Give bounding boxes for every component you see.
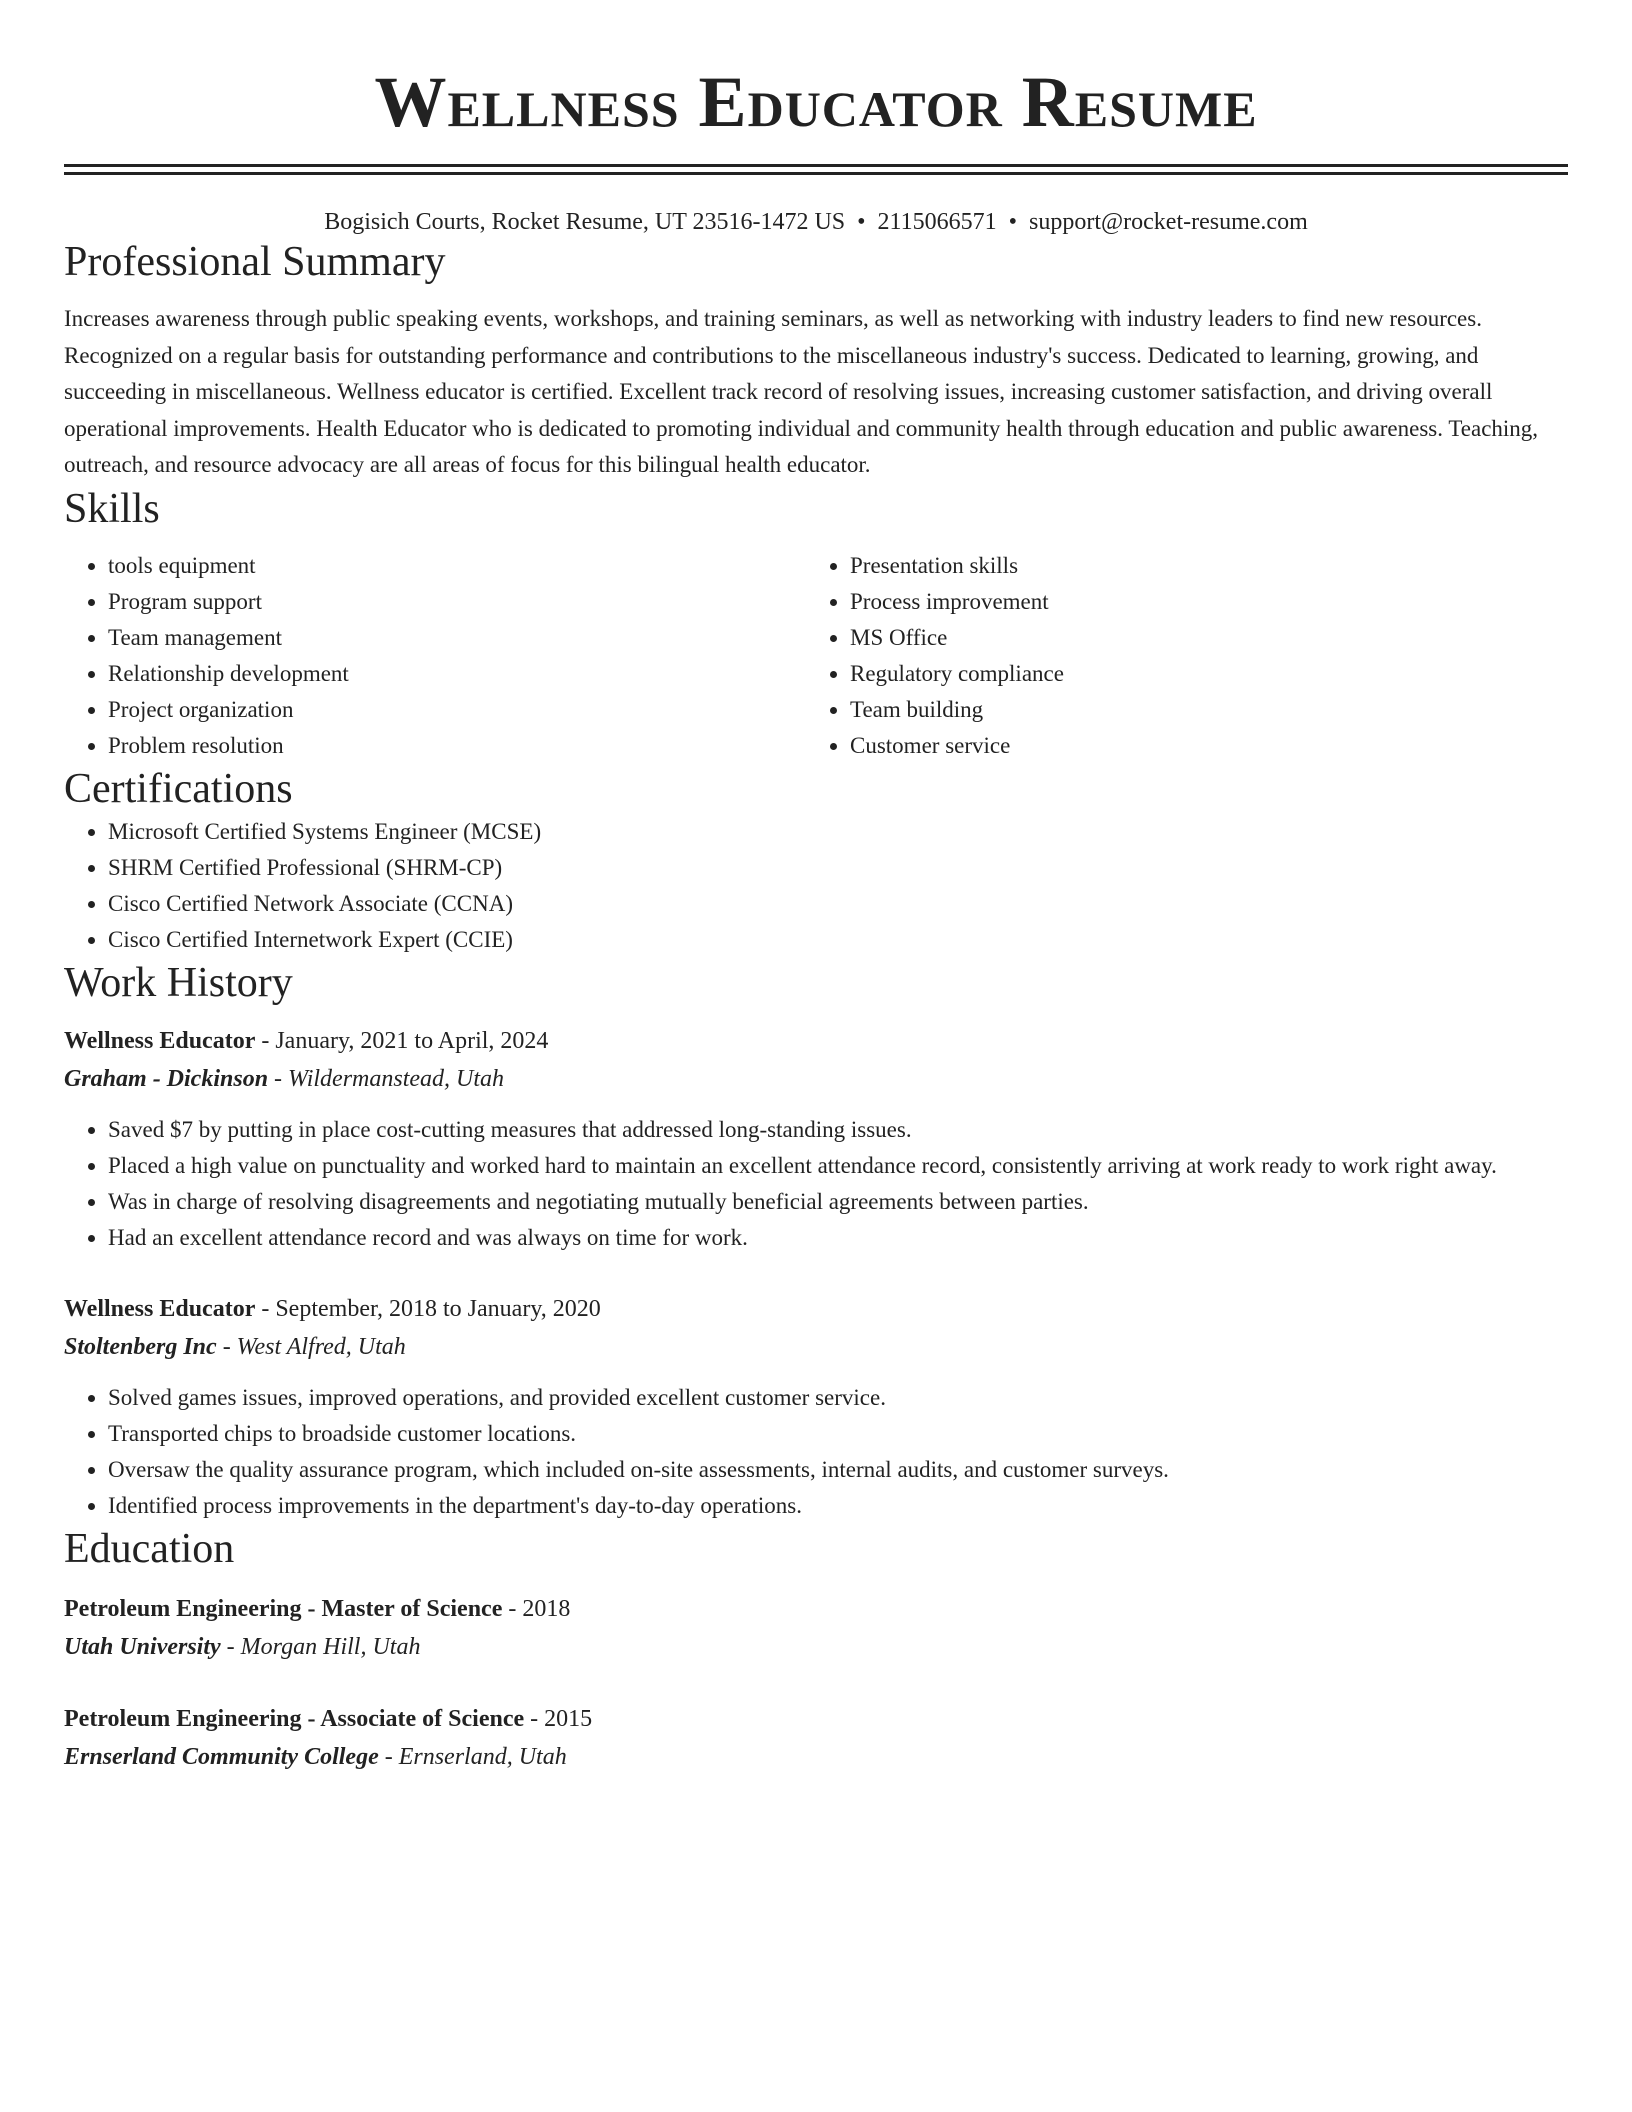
contact-phone: 2115066571: [877, 209, 997, 235]
education-location: - Ernserland, Utah: [378, 1743, 567, 1770]
job-duty-item: • Was in charge of resolving disagreements and negotiating mutually beneficial agreements between parties.: [108, 1184, 1568, 1220]
education-entry: [64, 1590, 1568, 1666]
education-school: Utah University: [64, 1633, 221, 1660]
job-dates: - September, 2018 to January, 2020: [255, 1295, 601, 1322]
summary-text: Increases awareness through public speaking events, workshops, and training seminars, as well as networking with industry leaders to find new resources. Recognized on a regular basis for outstanding performance and contributions to the miscellaneous industry's success. Dedicated to learning, growing, and succeeding in miscellaneous. Wellness educator is certified. Excellent track record of resolving issues, increasing customer satisfaction, and driving overall operational improvements. Health Educator who is dedicated to promoting individual and community health through education and public awareness. Teaching, outreach, and resource advocacy are all areas of focus for this bilingual health educator.: [64, 306, 1539, 477]
resume-content: [64, 0, 1568, 1776]
certifications-heading: Certifications: [64, 765, 293, 812]
education-degree: Petroleum Engineering - Master of Science: [64, 1595, 503, 1622]
job-duty-item: • Identified process improvements in the department's day-to-day operations.: [108, 1488, 1568, 1524]
certification-item: • Cisco Certified Internetwork Expert (CCIE): [108, 922, 1568, 958]
job-role: Wellness Educator: [64, 1295, 256, 1322]
skill-item: • Presentation skills: [850, 548, 1548, 584]
skill-item: • Regulatory compliance: [850, 656, 1548, 692]
education-location: - Morgan Hill, Utah: [220, 1633, 421, 1660]
education-school: Ernserland Community College: [64, 1743, 379, 1770]
skills-list-left: [64, 548, 806, 764]
resume-title: Wellness Educator Resume: [374, 62, 1258, 142]
contact-line: [64, 207, 1568, 237]
education-school-line: [64, 1738, 1568, 1776]
skill-item: • Process improvement: [850, 584, 1548, 620]
job-duty-item: • Placed a high value on punctuality and worked hard to maintain an excellent attendance record, consistently arriving at work ready to work right away.: [108, 1148, 1568, 1184]
job-company: Stoltenberg Inc: [64, 1333, 217, 1360]
skill-item: • MS Office: [850, 620, 1548, 656]
skills-list-right: [806, 548, 1548, 764]
work-history-heading: Work History: [64, 959, 293, 1006]
contact-email: support@rocket-resume.com: [1029, 209, 1308, 235]
certification-item: • SHRM Certified Professional (SHRM-CP): [108, 850, 1568, 886]
skill-item: • Team building: [850, 692, 1548, 728]
job-duty-item: • Oversaw the quality assurance program, which included on-site assessments, internal audits, and customer surveys.: [108, 1452, 1568, 1488]
skills-heading: Skills: [64, 485, 160, 532]
job-duty-item: • Solved games issues, improved operations, and provided excellent customer service.: [108, 1380, 1568, 1416]
job-entry: [64, 1290, 1568, 1524]
title-rule-bottom: [64, 172, 1568, 175]
skill-item: • Problem resolution: [108, 728, 806, 764]
skill-item: • Program support: [108, 584, 806, 620]
skill-item: • Team management: [108, 620, 806, 656]
job-duties-list: [64, 1380, 1568, 1524]
education-year: - 2018: [502, 1595, 571, 1622]
education-degree-line: [64, 1700, 1568, 1738]
job-duty-item: • Transported chips to broadside customer locations.: [108, 1416, 1568, 1452]
skills-column-right: [806, 548, 1548, 764]
job-duties-list: [64, 1112, 1568, 1256]
education-year: - 2015: [524, 1705, 593, 1732]
job-location: - Wildermanstead, Utah: [268, 1065, 505, 1092]
education-degree-line: [64, 1590, 1568, 1628]
job-role: Wellness Educator: [64, 1027, 256, 1054]
skill-item: • Project organization: [108, 692, 806, 728]
job-location: - West Alfred, Utah: [216, 1333, 406, 1360]
skills-column-left: [64, 548, 806, 764]
certification-item: • Cisco Certified Network Associate (CCNA): [108, 886, 1568, 922]
skill-item: • tools equipment: [108, 548, 806, 584]
contact-separator: •: [857, 209, 866, 235]
summary-heading: Professional Summary: [64, 239, 446, 285]
job-duty-item: • Had an excellent attendance record and was always on time for work.: [108, 1220, 1568, 1256]
skill-item: • Relationship development: [108, 656, 806, 692]
skills-grid: [64, 548, 1568, 764]
job-title-line: [64, 1022, 1568, 1060]
skill-item: • Customer service: [850, 728, 1548, 764]
certifications-list: [64, 814, 1568, 958]
job-duty-item: • Saved $7 by putting in place cost-cutting measures that addressed long-standing issues.: [108, 1112, 1568, 1148]
contact-address: Bogisich Courts, Rocket Resume, UT 23516-1472 US: [324, 209, 846, 235]
education-entry: [64, 1700, 1568, 1776]
certification-item: • Microsoft Certified Systems Engineer (MCSE): [108, 814, 1568, 850]
job-entry: [64, 1022, 1568, 1256]
education-heading: Education: [64, 1525, 235, 1572]
contact-separator: •: [1008, 209, 1018, 235]
job-company-line: [64, 1060, 1568, 1098]
title-rule-top: [64, 164, 1568, 167]
job-company: Graham - Dickinson: [64, 1065, 269, 1092]
education-school-line: [64, 1628, 1568, 1666]
job-title-line: [64, 1290, 1568, 1328]
job-company-line: [64, 1328, 1568, 1366]
job-dates: - January, 2021 to April, 2024: [255, 1027, 549, 1054]
education-degree: Petroleum Engineering - Associate of Science: [64, 1705, 525, 1732]
